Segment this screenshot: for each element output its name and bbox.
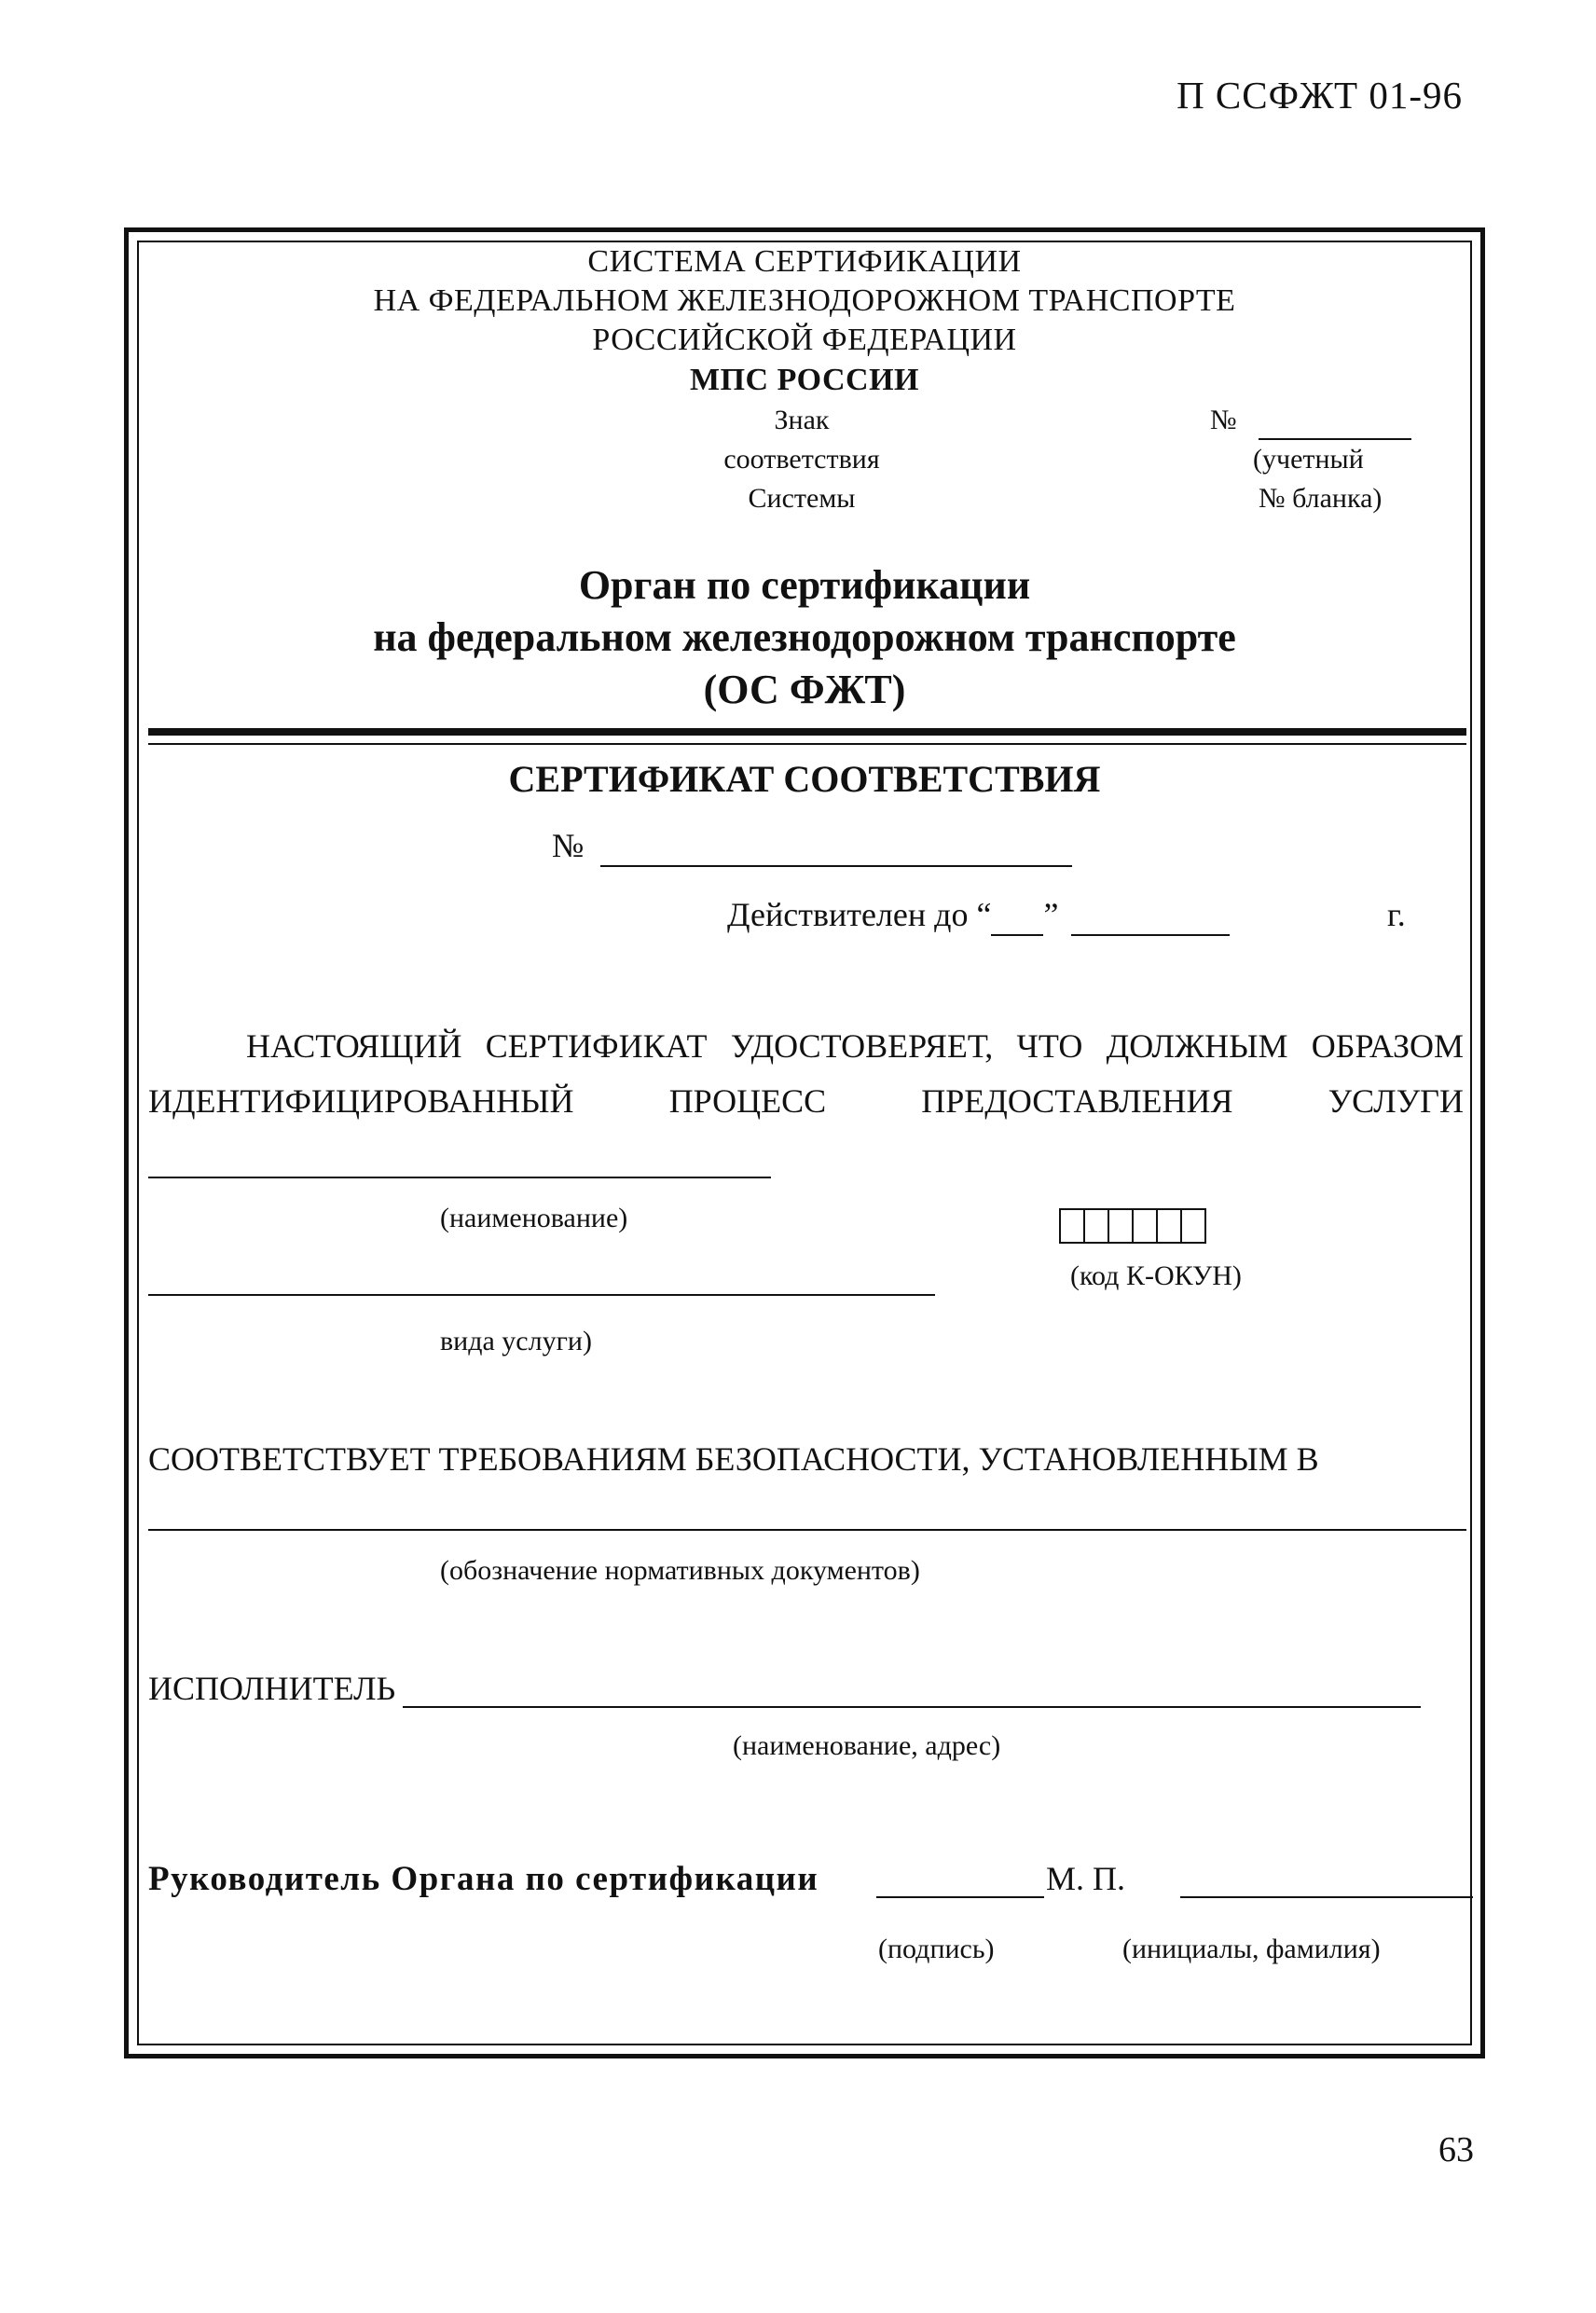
okun-cell — [1132, 1208, 1158, 1244]
validity-prefix: Действителен до “ — [727, 896, 992, 933]
initials-caption: (инициалы, фамилия) — [1122, 1934, 1381, 1964]
body-word-3: ПРЕДОСТАВЛЕНИЯ — [921, 1082, 1233, 1120]
signature-caption: (подпись) — [878, 1934, 995, 1964]
okun-code-boxes — [1059, 1208, 1204, 1244]
header-line-2: НА ФЕДЕРАЛЬНОМ ЖЕЛЕЗНОДОРОЖНОМ ТРАНСПОРТЕ — [373, 283, 1236, 318]
separator-thin — [148, 743, 1466, 745]
okun-cell — [1108, 1208, 1134, 1244]
body-word-4: УСЛУГИ — [1328, 1082, 1464, 1120]
blank-number-note-2: № бланка) — [1259, 483, 1383, 514]
certificate-number-label: № — [552, 827, 585, 864]
body-line-1: НАСТОЯЩИЙ СЕРТИФИКАТ УДОСТОВЕРЯЕТ, ЧТО ДОЛЖНЫМ ОБРАЗОМ — [246, 1027, 1464, 1065]
page-number: 63 — [1438, 2130, 1474, 2169]
okun-caption: (код К-ОКУН) — [1070, 1260, 1242, 1291]
initials-line — [1180, 1896, 1473, 1898]
header-line-4: МПС РОССИИ — [689, 363, 920, 397]
validity-day-blank — [991, 895, 1043, 936]
organ-line-3: (ОС ФЖТ) — [703, 667, 906, 712]
body-word-2: ПРОЦЕСС — [668, 1082, 827, 1120]
blank-number-label: № — [1210, 405, 1237, 435]
okun-cell — [1156, 1208, 1182, 1244]
okun-cell — [1059, 1208, 1085, 1244]
organ-line-1: Орган по сертификации — [578, 562, 1031, 608]
body-line-2 — [148, 1081, 1464, 1121]
service-name-line — [148, 1177, 771, 1178]
validity-quote-close: ” — [1043, 896, 1059, 933]
mark-label-1: Знак — [774, 405, 830, 435]
executor-line — [403, 1706, 1421, 1708]
certificate-title: СЕРТИФИКАТ СООТВЕТСТВИЯ — [508, 758, 1101, 800]
blank-number-note-1: (учетный — [1253, 444, 1364, 475]
conforms-text: СООТВЕТСТВУЕТ ТРЕБОВАНИЯМ БЕЗОПАСНОСТИ, УСТАНОВЛЕННЫМ В — [148, 1440, 1319, 1478]
okun-cell — [1180, 1208, 1206, 1244]
validity-month-blank — [1071, 895, 1230, 936]
header-line-3: РОССИЙСКОЙ ФЕДЕРАЦИИ — [592, 323, 1017, 357]
service-type-line — [148, 1294, 935, 1296]
okun-cell — [1083, 1208, 1109, 1244]
document-code: П ССФЖТ 01-96 — [1176, 74, 1463, 117]
validity-line — [727, 895, 1230, 936]
mp-label: М. П. — [1046, 1860, 1126, 1897]
body-word-1: ИДЕНТИФИЦИРОВАННЫЙ — [148, 1082, 574, 1120]
executor-label: ИСПОЛНИТЕЛЬ — [148, 1670, 396, 1707]
header-line-1: СИСТЕМА СЕРТИФИКАЦИИ — [587, 244, 1022, 279]
mark-label-2: соответствия — [723, 444, 880, 475]
normative-docs-line — [148, 1529, 1466, 1531]
mark-label-3: Системы — [748, 483, 856, 514]
executor-caption: (наименование, адрес) — [733, 1730, 1001, 1761]
organ-line-2: на федеральном железнодорожном транспорте — [373, 614, 1236, 660]
service-name-caption: (наименование) — [440, 1203, 628, 1233]
head-of-organ-label: Руководитель Органа по сертификации — [148, 1860, 819, 1898]
signature-line — [876, 1896, 1044, 1898]
normative-docs-caption: (обозначение нормативных документов) — [440, 1555, 920, 1586]
service-type-caption: вида услуги) — [440, 1326, 592, 1356]
validity-year-label: г. — [1387, 896, 1406, 933]
separator-thick — [148, 728, 1466, 736]
certificate-number-line — [600, 865, 1072, 867]
blank-number-line — [1259, 438, 1411, 440]
